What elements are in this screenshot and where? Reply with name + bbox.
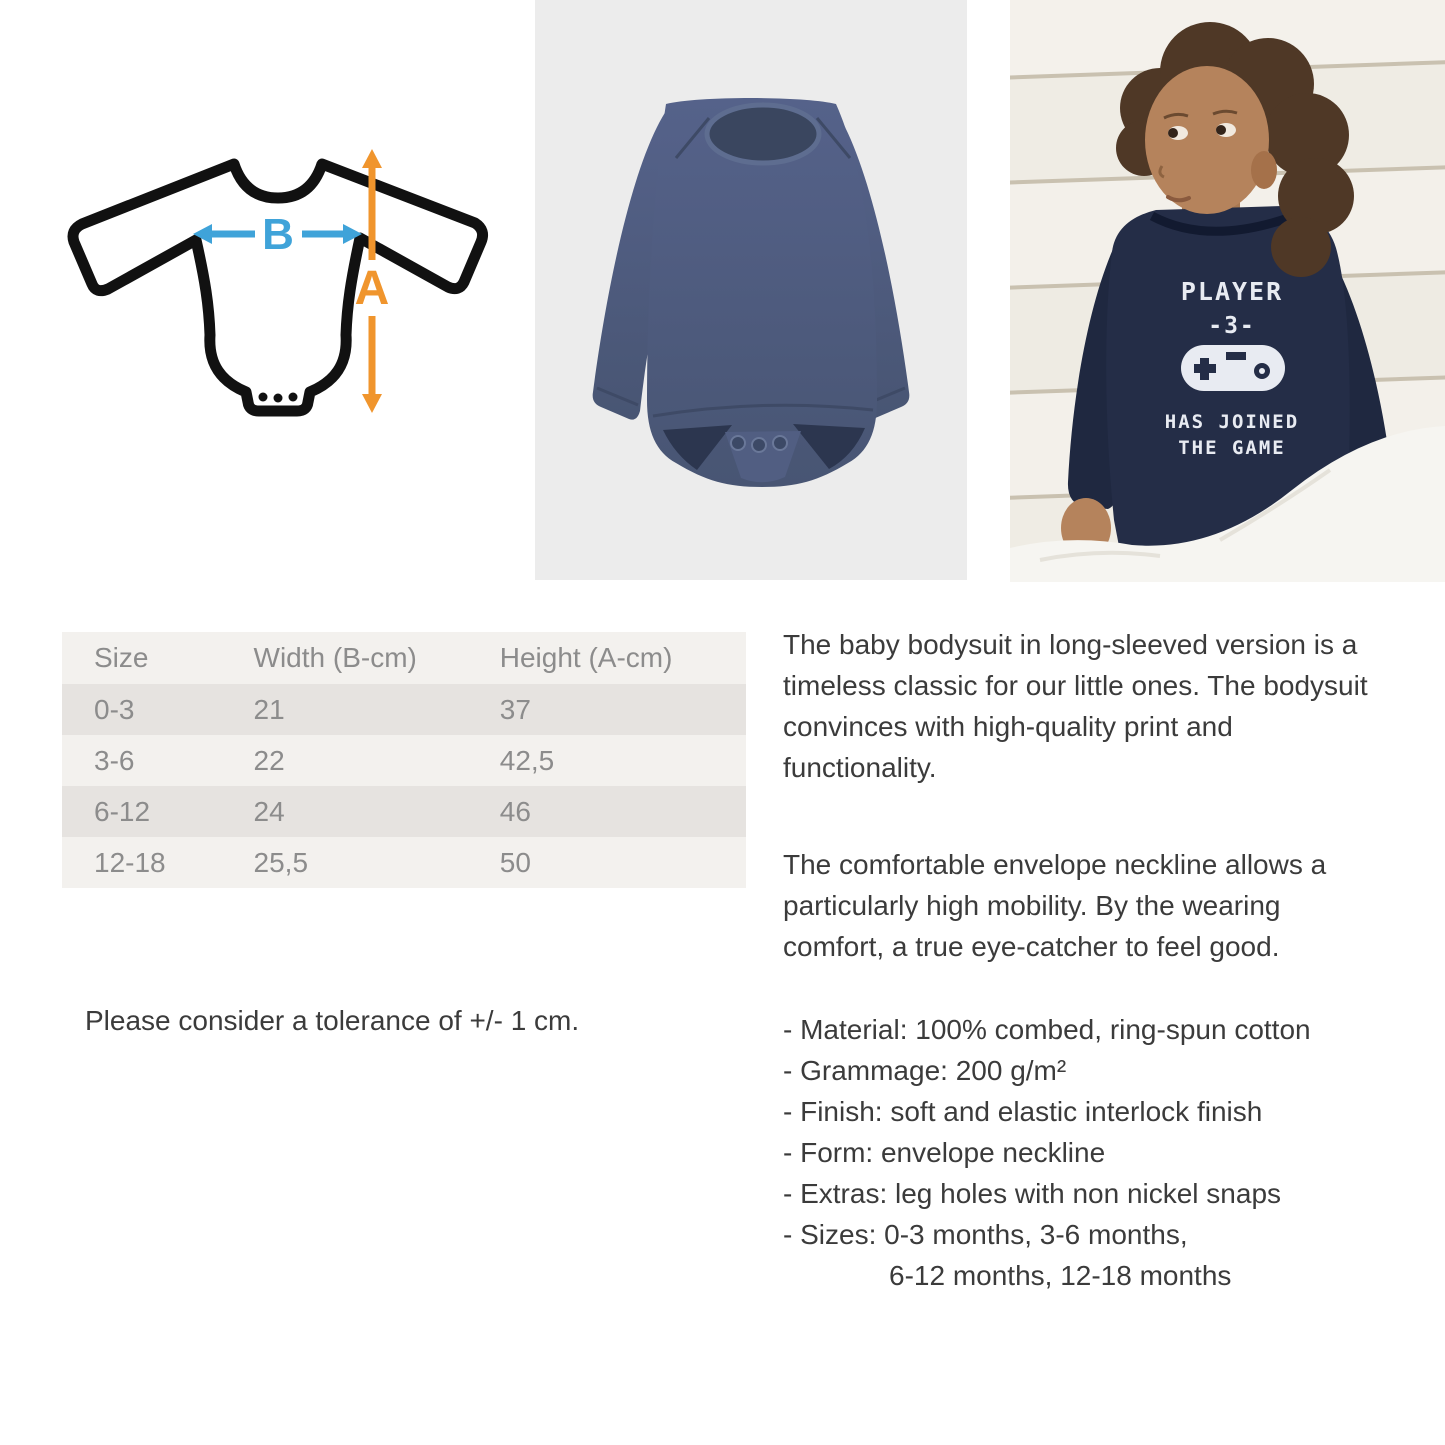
bullet-sizes: - Sizes: 0-3 months, 3-6 months,	[783, 1219, 1188, 1250]
size-table-header-height: Height (A-cm)	[499, 642, 673, 673]
size-cell: 6-12	[94, 795, 151, 827]
print-line-player: PLAYER	[1180, 277, 1284, 306]
print-line-joined: HAS JOINED	[1164, 411, 1300, 433]
measurement-diagram	[50, 130, 490, 430]
width-cell: 21	[253, 693, 285, 725]
bullet-material: - Material: 100% combed, ring-spun cotton	[783, 1014, 1311, 1045]
bullet-sizes-continued: 6-12 months, 12-18 months	[889, 1260, 1232, 1291]
description-bullets	[783, 1009, 1445, 1296]
print-line-game: THE GAME	[1178, 437, 1286, 459]
bullet-extras: - Extras: leg holes with non nickel snaps	[783, 1178, 1282, 1209]
size-cell: 0-3	[94, 693, 135, 725]
snap-dots	[259, 393, 298, 403]
product-description	[783, 624, 1445, 1296]
size-table-header-size: Size	[94, 642, 149, 673]
height-label: A	[354, 262, 390, 315]
height-cell: 42,5	[499, 744, 555, 776]
model-photo-image	[1010, 0, 1445, 582]
height-cell: 50	[499, 846, 531, 878]
height-cell: 37	[499, 693, 531, 725]
bullet-grammage: - Grammage: 200 g/m²	[783, 1055, 1067, 1086]
size-table-header-row	[62, 632, 746, 684]
bottom-snaps	[731, 436, 787, 452]
size-table-row	[62, 735, 746, 786]
size-cell: 12-18	[94, 846, 166, 878]
size-table-row	[62, 786, 746, 837]
tolerance-note: Please consider a tolerance of +/- 1 cm.	[85, 1005, 580, 1036]
bodysuit-outline	[73, 164, 483, 411]
print-line-3: -3-	[1208, 313, 1256, 339]
gamepad-icon	[1181, 345, 1285, 391]
size-table-row	[62, 684, 746, 735]
bodysuit-print	[1165, 277, 1299, 459]
height-cell: 46	[499, 795, 531, 827]
baby-face	[1145, 66, 1269, 214]
bodysuit-measurement-illustration	[50, 130, 490, 430]
size-cell: 3-6	[94, 744, 135, 776]
width-cell: 24	[253, 795, 285, 827]
width-label: B	[262, 210, 294, 259]
width-cell: 22	[253, 744, 285, 776]
product-photo	[535, 0, 967, 580]
model-photo	[1010, 0, 1445, 582]
description-paragraph-1: The baby bodysuit in long-sleeved version is a timeless classic for our little ones. The bodysuit convinces with high-quality print and functionality.	[783, 629, 1368, 783]
width-cell: 25,5	[253, 846, 309, 878]
bullet-form: - Form: envelope neckline	[783, 1137, 1106, 1168]
product-photo-image	[535, 0, 967, 580]
baby-ear	[1251, 151, 1277, 189]
size-table	[62, 632, 746, 888]
description-paragraph-2: The comfortable envelope neckline allows a particularly high mobility. By the wearing comfort, a true eye-catcher to feel good.	[783, 849, 1327, 962]
size-table-header-width: Width (B-cm)	[253, 642, 417, 673]
size-table-row	[62, 837, 746, 888]
bullet-finish: - Finish: soft and elastic interlock finish	[783, 1096, 1263, 1127]
envelope-neckline	[707, 105, 819, 163]
